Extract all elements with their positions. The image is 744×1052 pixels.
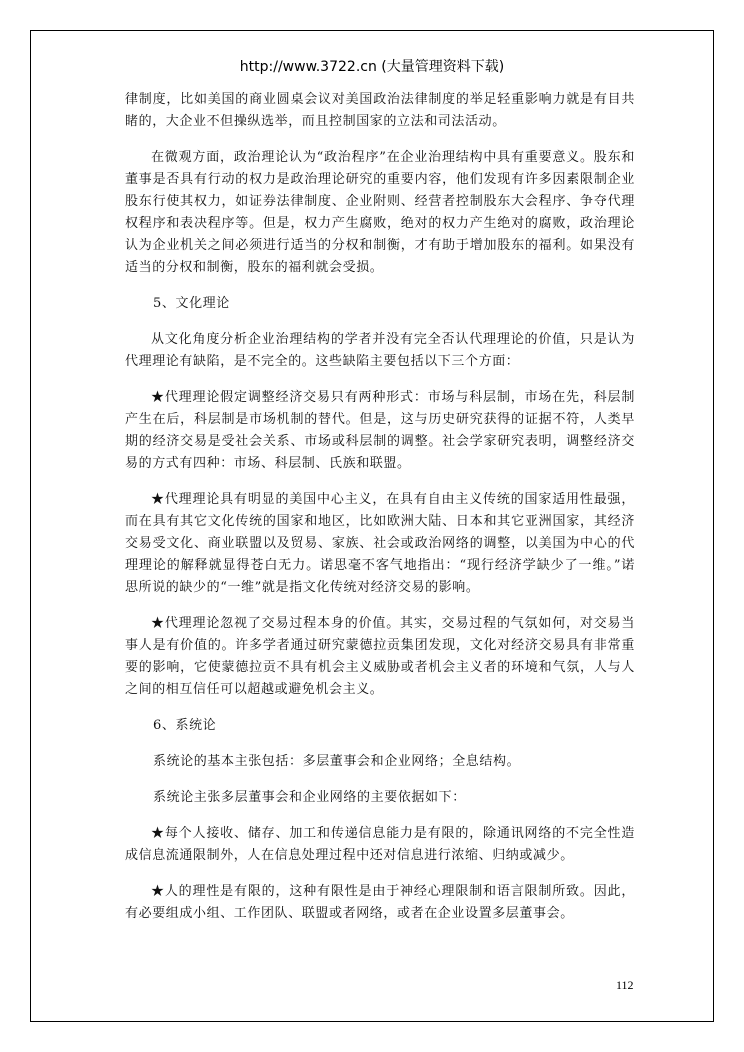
bullet-paragraph-process-value: ★代理理论忽视了交易过程本身的价值。其实，交易过程的气氛如何，对交易当事人是有价值的。许多学者通过研究蒙德拉贡集团发现，文化对经济交易具有非常重要的影响，它使蒙德拉贡不具有机会主义威胁或者机会主义者的环境和气氛，人与人之间的相互信任可以超越或避免机会主义。 [125,616,635,697]
header-url[interactable]: http://www.3722.cn [239,59,377,75]
bullet-paragraph-information-limits: ★每个人接收、储存、加工和传递信息能力是有限的，除通讯网络的不完全性造成信息流通限制外，人在信息处理过程中还对信息进行浓缩、归纳或减少。 [125,826,635,863]
bullet-paragraph-bounded-rationality: ★人的理性是有限的，这种有限性是由于神经心理限制和语言限制所致。因此，有必要组成小组、工作团队、联盟或者网络，或者在企业设置多层董事会。 [125,884,635,921]
bullet-paragraph-us-centrism: ★代理理论具有明显的美国中心主义，在具有自由主义传统的国家适用性最强，而在具有其它文化传统的国家和地区，比如欧洲大陆、日本和其它亚洲国家，其经济交易受文化、商业联盟以及贸易、家族、社会或政治网络的调整，以美国为中心的代理理论的解释就显得苍白无力。诺思毫不客气地指出：“现行经济学缺少了一维。”诺思所说的缺少的“一维”就是指文化传统对经济交易的影响。 [125,492,635,595]
page-number: 112 [616,978,634,992]
document-body [125,89,635,925]
paragraph-systems-basis: 系统论主张多层董事会和企业网络的主要依据如下： [153,790,466,805]
paragraph-systems-claims: 系统论的基本主张包括：多层董事会和企业网络；全息结构。 [153,754,521,769]
paragraph-culture-intro: 从文化角度分析企业治理结构的学者并没有完全否认代理理论的价值，只是认为代理理论有缺陷，是不完全的。这些缺陷主要包括以下三个方面： [125,332,635,369]
section-heading-systems-theory: 6、系统论 [153,718,217,733]
page-header [0,56,744,76]
bullet-paragraph-transaction-forms: ★代理理论假定调整经济交易只有两种形式：市场与科层制，市场在先，科层制产生在后，科层制是市场机制的替代。但是，这与历史研究获得的证据不符，人类早期的经济交易是受社会关系、市场或科层制的调整。社会学家研究表明，调整经济交易的方式有四种：市场、科层制、氏族和联盟。 [125,390,635,471]
header-note: (大量管理资料下载) [376,59,505,75]
paragraph-micro-politics: 在微观方面，政治理论认为“政治程序”在企业治理结构中具有重要意义。股东和董事是否具有行动的权力是政治理论研究的重要内容，他们发现有许多因素限制企业股东行使其权力，如证券法律制度、企业附则、经营者控制股东大会程序、争夺代理权程序和表决程序等。但是，权力产生腐败，绝对的权力产生绝对的腐败，政治理论认为企业机关之间必须进行适当的分权和制衡，才有助于增加股东的福利。如果没有适当的分权和制衡，股东的福利就会受损。 [125,150,635,275]
section-heading-culture-theory: 5、文化理论 [153,296,230,311]
paragraph-continuation: 律制度，比如美国的商业圆桌会议对美国政治法律制度的举足轻重影响力就是有目共睹的，大企业不但操纵选举，而且控制国家的立法和司法活动。 [125,92,635,129]
